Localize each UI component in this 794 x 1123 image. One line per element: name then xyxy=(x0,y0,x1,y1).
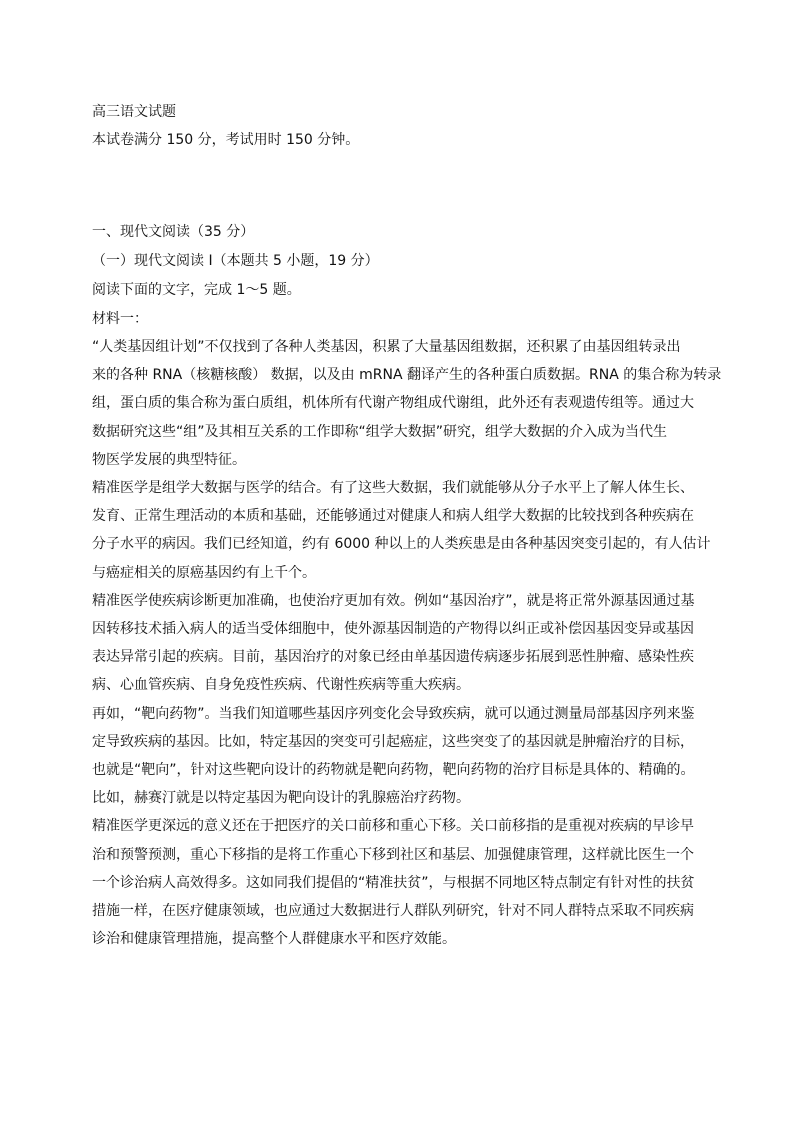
paragraph-line: 定导致疾病的基因。比如，特定基因的突变可引起癌症，这些突变了的基因就是肿瘤治疗的目标， xyxy=(92,733,694,750)
body-paragraph xyxy=(92,587,710,700)
document-content xyxy=(92,100,722,953)
instruction-text: 阅读下面的文字，完成 1～5 题。 xyxy=(92,282,301,298)
paragraph-line: 也就是“靶向”，针对这些靶向设计的药物就是靶向药物，靶向药物的治疗目标是具体的、精确的。 xyxy=(92,762,695,779)
body-paragraph xyxy=(92,474,710,587)
spacer xyxy=(92,150,710,218)
paragraph-line: 物医学发展的典型特征。 xyxy=(92,451,246,468)
paragraph-line: 一个诊治病人高效得多。这如同我们提倡的“精准扶贫”，与根据不同地区特点制定有针对性的扶贫 xyxy=(92,874,695,891)
paragraph-line: 精准医学更深远的意义还在于把医疗的关口前移和重心下移。关口前移指的是重视对疾病的早诊早 xyxy=(92,818,694,835)
paragraph-line: 诊治和健康管理措施，提高整个人群健康水平和医疗效能。 xyxy=(92,931,456,948)
paragraph-line: 分子水平的病因。我们已经知道，约有 6000 种以上的人类疾患是由各种基因突变引起的，有人估计 xyxy=(92,536,711,553)
body-paragraph xyxy=(92,333,722,474)
exam-subtitle: 本试卷满分 150 分，考试用时 150 分钟。 xyxy=(92,132,360,148)
section-heading: 一、现代文阅读（35 分） xyxy=(92,224,255,240)
body-paragraph xyxy=(92,700,710,813)
paragraph-line: 数据研究这些“组”及其相互关系的工作即称“组学大数据”研究，组学大数据的介入成为当代生 xyxy=(92,423,668,440)
paragraph-line: 发育、正常生理活动的本质和基础，还能够通过对健康人和病人组学大数据的比较找到各种疾病在 xyxy=(92,508,694,525)
paragraph-line: 比如，赫赛汀就是以特定基因为靶向设计的乳腺癌治疗药物。 xyxy=(92,790,470,807)
paragraph-line: 措施一样，在医疗健康领域，也应通过大数据进行人群队列研究，针对不同人群特点采取不同疾病 xyxy=(92,903,694,920)
paragraph-line: 与癌症相关的原癌基因约有上千个。 xyxy=(92,564,316,581)
paragraph-line: 来的各种 RNA（核糖核酸） 数据，以及由 mRNA 翻译产生的各种蛋白质数据。RNA 的集合称为转录 xyxy=(92,367,722,384)
exam-title: 高三语文试题 xyxy=(92,104,176,120)
paragraph-line: “人类基因组计划”不仅找到了各种人类基因，积累了大量基因组数据，还积累了由基因组转录出 xyxy=(92,339,681,355)
paragraph-line: 治和预警预测，重心下移指的是将工作重心下移到社区和基层、加强健康管理，这样就比医生一个 xyxy=(92,846,694,863)
paragraph-line: 组，蛋白质的集合称为蛋白质组，机体所有代谢产物组成代谢组，此外还有表观遗传组等。通过大 xyxy=(92,395,694,412)
paragraph-line: 精准医学是组学大数据与医学的结合。有了这些大数据，我们就能够从分子水平上了解人体生长、 xyxy=(92,480,694,497)
paragraph-line: 表达异常引起的疾病。目前，基因治疗的对象已经由单基因遗传病逐步拓展到恶性肿瘤、感染性疾 xyxy=(92,649,694,666)
paragraph-line: 因转移技术插入病人的适当受体细胞中，使外源基因制造的产物得以纠正或补偿因基因变异或基因 xyxy=(92,621,694,638)
paragraph-line: 病、心血管疾病、自身免疫性疾病、代谢性疾病等重大疾病。 xyxy=(92,677,470,694)
material-label: 材料一： xyxy=(92,311,148,327)
paragraph-line: 再如，“靶向药物”。当我们知道哪些基因序列变化会导致疾病，就可以通过测量局部基因序列来鉴 xyxy=(92,705,695,722)
body-paragraphs xyxy=(92,333,722,953)
subsection-heading: （一）现代文阅读 I（本题共 5 小题，19 分） xyxy=(92,253,379,269)
body-paragraph xyxy=(92,812,710,953)
paragraph-line: 精准医学使疾病诊断更加准确，也使治疗更加有效。例如“基因治疗”，就是将正常外源基因通过基 xyxy=(92,592,695,609)
